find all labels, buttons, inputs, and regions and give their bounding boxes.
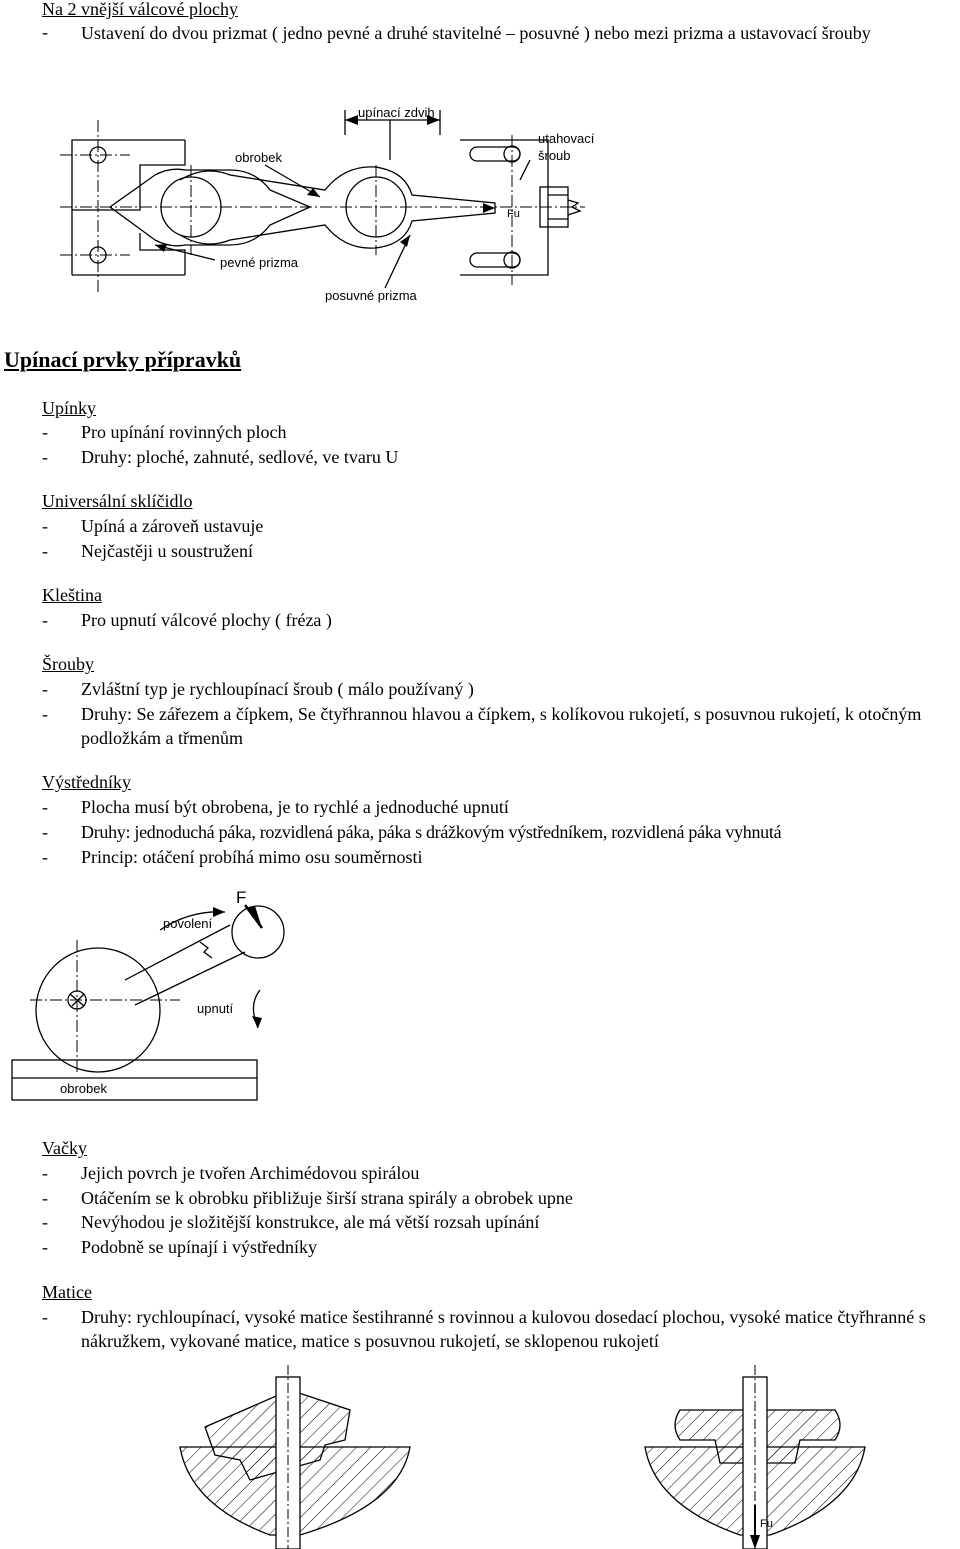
sliding-prism-label: posuvné prizma [325, 288, 417, 303]
force-label: Fu [507, 208, 520, 220]
bullet-text: Druhy: jednoduchá páka, rozvidlená páka, páka s drážkovým výstředníkem, rozvidlená páka vyhnutá [81, 822, 782, 842]
bullet-text: Druhy: rychloupínací, vysoké matice šestihranné s rovinnou a kulovou dosedací plochou, vysoké matice čtyřhranné s nákružkem, vykované matice, matice s posuvnou rukojetí, se sklopenou rukojetí [81, 1307, 926, 1351]
force-label: Fu [760, 1518, 773, 1530]
section-heading: Výstředníky [42, 772, 131, 792]
bullet-text: Zvláštní typ je rychloupínací šroub ( málo používaný ) [81, 679, 474, 699]
bullet-dash: - [42, 822, 48, 842]
bullet-text: Nejčastěji u soustružení [81, 541, 253, 561]
bullet-dash: - [42, 1237, 48, 1257]
bullet-dash: - [42, 541, 48, 561]
main-title: Upínací prvky přípravků [4, 347, 242, 372]
section-heading: Šrouby [42, 654, 95, 674]
section-heading: Universální sklíčidlo [42, 491, 193, 511]
bullet-dash: - [42, 1163, 48, 1183]
stroke-label: upínací zdvih [358, 105, 435, 120]
section-heading-two-cylinders: Na 2 vnější válcové plochy [42, 0, 238, 19]
bullet-text: Pro upnutí válcové plochy ( fréza ) [81, 610, 332, 630]
bullet-dash: - [42, 1307, 48, 1327]
fixed-prism-label: pevné prizma [220, 255, 299, 270]
bullet-text: Druhy: ploché, zahnuté, sedlové, ve tvaru U [81, 447, 399, 467]
section-heading: Matice [42, 1282, 92, 1302]
screw-label-line2: šroub [538, 148, 571, 163]
bullet-text: Princip: otáčení probíhá mimo osu souměrnosti [81, 847, 423, 867]
bullet-text: Druhy: Se zářezem a čípkem, Se čtyřhrannou hlavou a čípkem, s kolíkovou rukojetí, s posuvnou rukojetí, k otočným podložkám a třmenům [81, 704, 922, 748]
bullet-dash: - [42, 704, 48, 724]
bullet-dash: - [42, 422, 48, 442]
force-label: F [236, 888, 247, 907]
eccentric-figure [0, 880, 960, 1110]
bullet-dash: - [42, 797, 48, 817]
section-heading: Vačky [42, 1138, 87, 1158]
bullet-dash: - [42, 22, 48, 42]
bullet-dash: - [42, 679, 48, 699]
bullet-text: Podobně se upínají i výstředníky [81, 1237, 317, 1257]
bullet-dash: - [42, 1212, 48, 1232]
workpiece-label: obrobek [60, 1081, 107, 1096]
prism-clamping-figure [0, 95, 960, 320]
bullet-text: Nevýhodou je složitější konstrukce, ale má větší rozsah upínání [81, 1212, 540, 1232]
bullet-dash: - [42, 447, 48, 467]
bullet-text: Pro upínání rovinných ploch [81, 422, 287, 442]
bullet-text: Upíná a zároveň ustavuje [81, 516, 264, 536]
section-heading: Upínky [42, 398, 96, 418]
nuts-figure [0, 1365, 960, 1549]
release-label: povolení [163, 916, 213, 931]
bullet-dash: - [42, 847, 48, 867]
workpiece-label: obrobek [235, 150, 282, 165]
bullet-dash: - [42, 610, 48, 630]
bullet-text: Jejich povrch je tvořen Archimédovou spirálou [81, 1163, 420, 1183]
bullet-dash: - [42, 516, 48, 536]
bullet-dash: - [42, 1188, 48, 1208]
screw-label-line1: utahovací [538, 131, 595, 146]
bullet-text: Otáčením se k obrobku přibližuje širší strana spirály a obrobek upne [81, 1188, 573, 1208]
section-heading: Kleština [42, 585, 102, 605]
bullet-text: Ustavení do dvou prizmat ( jedno pevné a druhé stavitelné – posuvné ) nebo mezi prizma a ustavovací šrouby [81, 23, 871, 43]
bullet-text: Plocha musí být obrobena, je to rychlé a jednoduché upnutí [81, 797, 509, 817]
clamp-label: upnutí [197, 1001, 234, 1016]
